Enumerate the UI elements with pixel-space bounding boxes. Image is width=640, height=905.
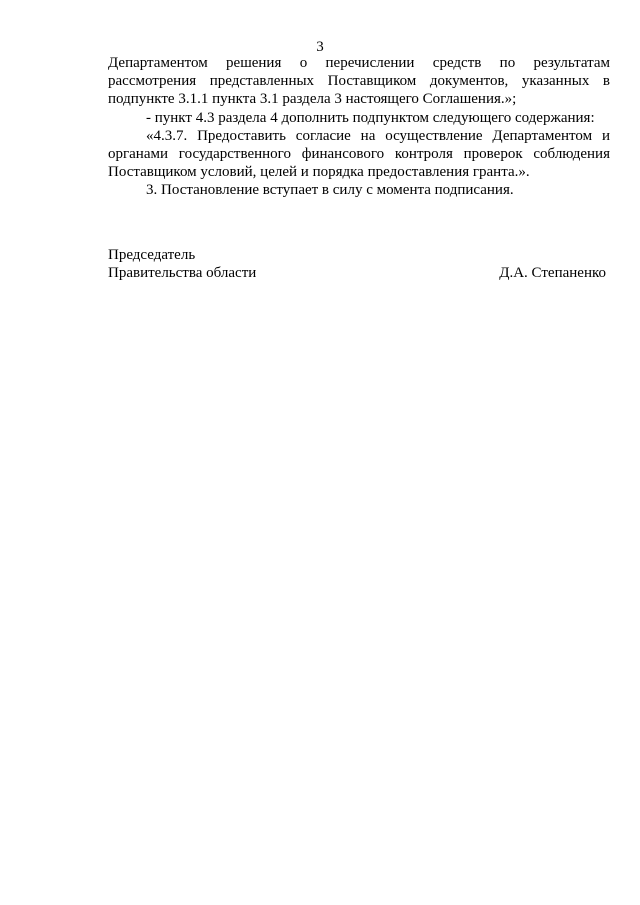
document-body <box>108 54 610 200</box>
signatory-position-line2: Правительства области <box>108 265 257 282</box>
paragraph-continuation: Департаментом решения о перечислении средств по результатам рассмотрения представленных Поставщиком документов, указанных в подпункте 3.1.1 пункта 3.1 раздела 3 настоящего Соглашения.»; <box>108 55 610 108</box>
paragraph-subclause-4-3-7: «4.3.7. Предоставить согласие на осуществление Департаментом и органами государственного финансового контроля проверок соблюдения Поставщиком условий, целей и порядка предоставления гранта.». <box>108 127 610 181</box>
paragraph-clause-4-3: - пункт 4.3 раздела 4 дополнить подпунктом следующего содержания: <box>146 109 595 126</box>
signature-row <box>108 264 606 282</box>
signatory-position-line1: Председатель <box>108 247 196 263</box>
signatory-name: Д.А. Степаненко <box>499 265 606 282</box>
paragraph-effective-date: 3. Постановление вступает в силу с момента подписания. <box>146 182 514 199</box>
page-number: 3 <box>316 39 324 55</box>
signature-block <box>108 246 606 282</box>
